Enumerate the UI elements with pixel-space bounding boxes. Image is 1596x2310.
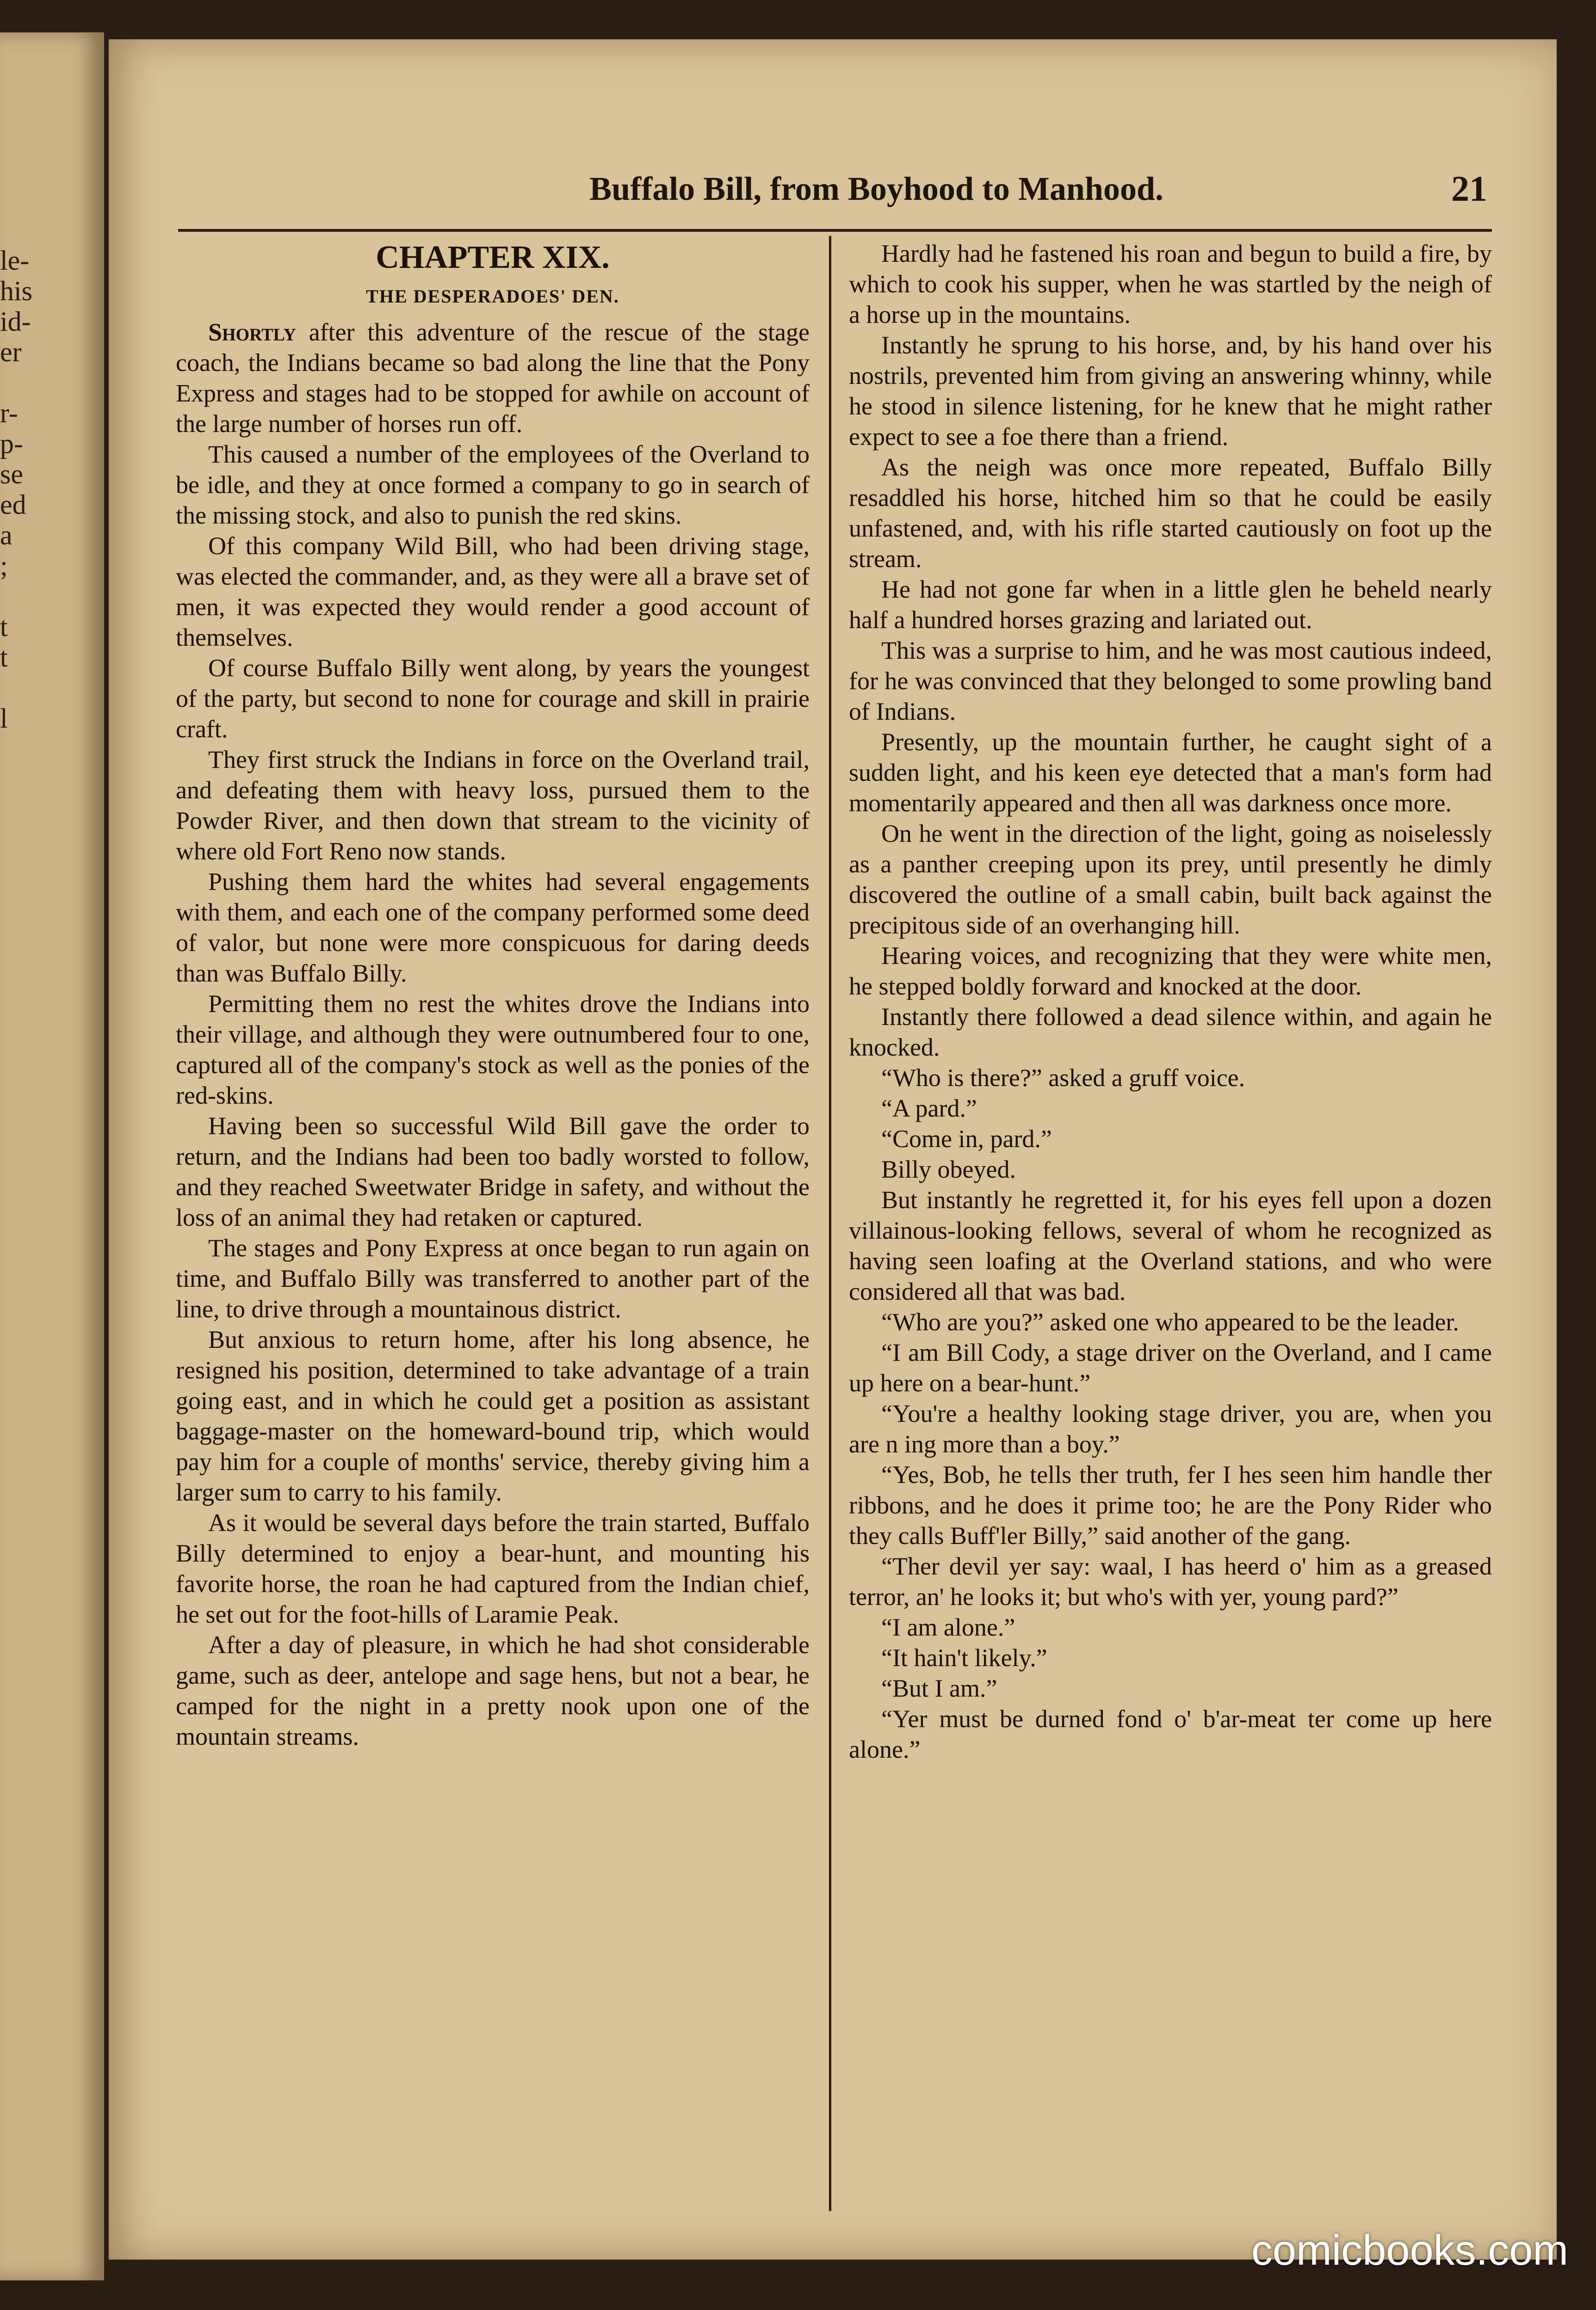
previous-page-fragment: a: [0, 520, 12, 550]
paragraph: They first struck the Indians in force on the Overland trail, and defeating them with heavy loss, pursued them to the Powder River, and then down that stream to the vicinity of where old Fort Reno now stands.: [176, 746, 810, 865]
dialogue-line: “I am Bill Cody, a stage driver on the Overland, and I came up here on a bear-hunt.”: [849, 1339, 1492, 1397]
running-head: Buffalo Bill, from Boyhood to Manhood.: [589, 170, 1163, 207]
previous-page-edge: [0, 32, 104, 2280]
column-divider: [829, 236, 831, 2211]
paragraph: Presently, up the mountain further, he caught sight of a sudden light, and his keen eye detected that a man's form had momentarily appeared and then all was darkness once more.: [849, 728, 1492, 817]
right-column: [849, 238, 1492, 1765]
previous-page-fragment: ed: [0, 489, 26, 520]
dialogue-line: “But I am.”: [881, 1674, 997, 1702]
dialogue-line: “It hain't likely.”: [881, 1644, 1047, 1672]
paragraph: Instantly there followed a dead silence within, and again he knocked.: [849, 1003, 1492, 1061]
paragraph: Shortly after this adventure of the rescue of the stage coach, the Indians became so bad along the line that the Pony Express and stages had to be stopped for awhile on account of the large number of horses run off.: [176, 318, 810, 438]
dialogue-line: “Yer must be durned fond o' b'ar-meat ter come up here alone.”: [849, 1705, 1492, 1763]
paragraph: He had not gone far when in a little glen he beheld nearly half a hundred horses grazing and lariated out.: [849, 575, 1492, 634]
page-number: 21: [1451, 168, 1487, 209]
dialogue-line: “Ther devil yer say: waal, I has heerd o' him as a greased terror, an' he looks it; but who's with yer, young pard?”: [849, 1552, 1492, 1611]
book-page: [109, 39, 1557, 2260]
dialogue-line: “A pard.”: [881, 1094, 977, 1122]
paragraph: This caused a number of the employees of the Overland to be idle, and they at once formed a company to go in search of the missing stock, and also to punish the red skins.: [176, 440, 810, 529]
dialogue-line: “I am alone.”: [881, 1613, 1015, 1641]
paragraph: Pushing them hard the whites had several engagements with them, and each one of the company performed some deed of valor, but none were more conspicuous for daring deeds than was Buffalo Billy.: [176, 868, 810, 987]
paragraph: After a day of pleasure, in which he had shot considerable game, such as deer, antelope and sage hens, but not a bear, he camped for the night in a pretty nook upon one of the mountain streams.: [176, 1631, 810, 1750]
previous-page-fragment: p-: [0, 428, 23, 459]
previous-page-fragment: le-: [0, 245, 30, 276]
paragraph: Hearing voices, and recognizing that they were white men, he stepped boldly forward and knocked at the door.: [849, 942, 1492, 1000]
paragraph: Billy obeyed.: [881, 1155, 1016, 1183]
previous-page-fragment: ;: [0, 550, 8, 581]
paragraph: Having been so successful Wild Bill gave the order to return, and the Indians had been too badly worsted to follow, and they reached Sweetwater Bridge in safety, and without the loss of an animal they had retaken or captured.: [176, 1112, 810, 1231]
paragraph: Instantly he sprung to his horse, and, by his hand over his nostrils, prevented him from giving an answering whinny, while he stood in silence listening, for he knew that he might rather expect to see a foe there than a friend.: [849, 331, 1492, 451]
dialogue-line: “You're a healthy looking stage driver, you are, when you are n ing more than a boy.”: [849, 1400, 1492, 1458]
previous-page-fragment: l: [0, 703, 8, 734]
paragraph: This was a surprise to him, and he was most cautious indeed, for he was convinced that they belonged to some prowling band of Indians.: [849, 636, 1492, 725]
paragraph: As the neigh was once more repeated, Buffalo Billy resaddled his horse, hitched him so that he could be easily unfastened, and, with his rifle started cautiously on foot up the stream.: [849, 453, 1492, 573]
previous-page-fragment: id-: [0, 306, 31, 337]
previous-page-fragment: se: [0, 459, 23, 489]
chapter-title: CHAPTER XIX.: [376, 240, 610, 275]
left-column: [176, 238, 810, 1752]
dialogue-line: “Who are you?” asked one who appeared to be the leader.: [881, 1308, 1459, 1336]
dialogue-line: “Yes, Bob, he tells ther truth, fer I hes seen him handle ther ribbons, and he does it prime too; he are the Pony Rider who they calls Buff'ler Billy,” said another of the gang.: [849, 1461, 1492, 1550]
dialogue-line: “Who is there?” asked a gruff voice.: [881, 1064, 1245, 1092]
paragraph: Of this company Wild Bill, who had been driving stage, was elected the commander, and, as they were all a brave set of men, it was expected they would render a good account of themselves.: [176, 532, 810, 651]
previous-page-fragment: r-: [0, 398, 18, 428]
previous-page-fragment: t: [0, 611, 8, 642]
paragraph: But anxious to return home, after his long absence, he resigned his position, determined to take advantage of a train going east, and in which he could get a position as assistant baggage-master on the homeward-bound trip, which would pay him for a couple of months' service, thereby giving him a larger sum to carry to his family.: [176, 1326, 810, 1506]
paragraph: The stages and Pony Express at once began to run again on time, and Buffalo Billy was transferred to another part of the line, to drive through a mountainous district.: [176, 1234, 810, 1323]
previous-page-fragment: t: [0, 642, 8, 673]
chapter-subtitle: THE DESPERADOES' DEN.: [366, 286, 619, 307]
paragraph: But instantly he regretted it, for his eyes fell upon a dozen villainous-looking fellows, several of whom he recognized as having seen loafing at the Overland stations, and who were considered all that was bad.: [849, 1186, 1492, 1305]
paragraph: As it would be several days before the train started, Buffalo Billy determined to enjoy a bear-hunt, and mounting his favorite horse, the roan he had captured from the Indian chief, he set out for the foot-hills of Laramie Peak.: [176, 1509, 810, 1628]
paragraph: Of course Buffalo Billy went along, by years the youngest of the party, but second to none for courage and skill in prairie craft.: [176, 654, 810, 743]
paragraph: On he went in the direction of the light, going as noiselessly as a panther creeping upon its prey, until presently he dimly discovered the outline of a small cabin, built back against the precipitous side of an overhanging hill.: [849, 820, 1492, 939]
drop-word: Shortly: [208, 318, 296, 346]
site-watermark: comicbooks.com: [1251, 2227, 1568, 2274]
paragraph: Permitting them no rest the whites drove the Indians into their village, and although they were outnumbered four to one, captured all of the company's stock as well as the ponies of the red-skins.: [176, 990, 810, 1109]
paragraph: Hardly had he fastened his roan and begun to build a fire, by which to cook his supper, when he was startled by the neigh of a horse up in the mountains.: [849, 240, 1492, 328]
header-rule: [178, 229, 1492, 232]
previous-page-fragment: er: [0, 337, 22, 367]
previous-page-fragment: his: [0, 276, 33, 306]
dialogue-line: “Come in, pard.”: [881, 1125, 1052, 1153]
